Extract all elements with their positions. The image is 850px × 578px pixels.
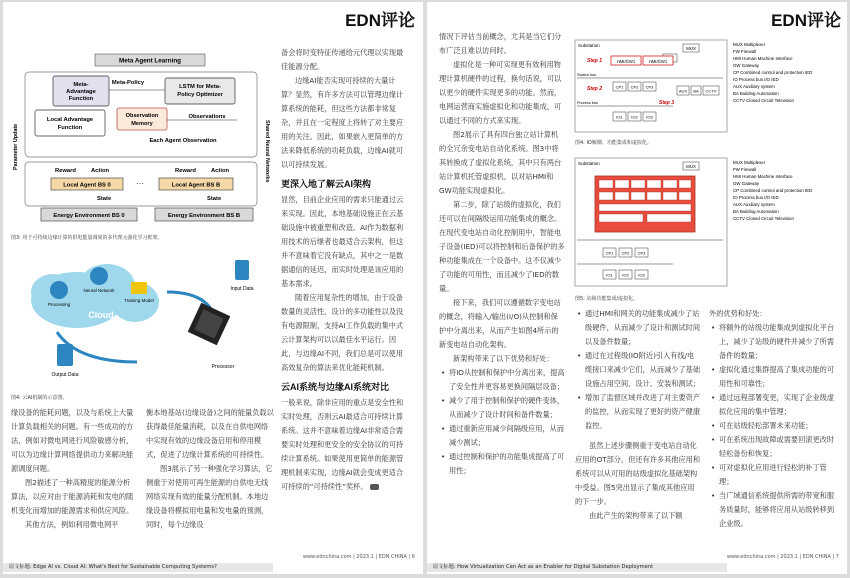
svg-text:State: State bbox=[97, 196, 112, 202]
paragraph: 衡本地基站(边缘设备)之间的能量负载以获得最佳能量消耗，以及在自供电网络中实现有效的边缘设备启用和停用模式，促进了边缘计算系统的可持续性。 bbox=[146, 408, 274, 459]
svg-text:AUX: AUX bbox=[678, 88, 688, 94]
legend-item: CCTV Closed Circuit Television bbox=[733, 98, 794, 103]
legend-item: CP Combined control and protection IED bbox=[733, 188, 813, 193]
svg-text:Reward: Reward bbox=[175, 168, 196, 174]
left-page-right-column bbox=[281, 46, 407, 540]
paragraph: 第二步，除了站级的虚拟化，我们还可以在间隔级运用功能集成的概念。在现代变电站自动化控制用中，智能电子设备(IED)可以将控制和后备保护的多种功能集成在一个设备中。这不仅减少了功能的可用性，而且减少了IED的数量。 bbox=[439, 200, 565, 293]
source-title-bar bbox=[427, 563, 727, 572]
input-data-label: Input Data bbox=[230, 286, 254, 292]
fig3-caption: 图3: 用于可持续边缘计算的供电能量调度的多代理元强化学习框架。 bbox=[11, 235, 163, 241]
svg-text:Memory: Memory bbox=[131, 121, 153, 127]
list-item: • 通过远程部署变更，实现了企业级虚拟化应用的集中管理； bbox=[709, 391, 839, 419]
paragraph: 一般来说，除非应用的重点是安全性和实时处理，否则云AI最适合可持续计算系统。这并不意味着边缘AI非常适合需要实时处理和更安全的安全协议的可持续计算系统。如果使用更简单的能源管理机制来实现，边缘AI就会变成更适合可持续的“可持续性”奖杯。 bbox=[281, 398, 404, 491]
section-heading-compare: 云AI系统与边缘AI系统对比 bbox=[281, 382, 390, 392]
right-col-1 bbox=[439, 30, 565, 542]
svg-text:MUX: MUX bbox=[686, 164, 696, 169]
list-item: • 当广域通信系统提供所需的带宽和服务质量时，能够将应用从站级转移到企业级。 bbox=[709, 489, 839, 531]
list-item: • 可在站级轻松部署未来功能； bbox=[709, 419, 839, 433]
svg-text:Action: Action bbox=[91, 168, 110, 174]
right-col-2 bbox=[575, 307, 701, 542]
svg-text:CP2: CP2 bbox=[621, 250, 630, 256]
svg-text:IO3: IO3 bbox=[638, 272, 645, 278]
list-item: • 可在系统出现故障或需要回滚更改时轻松备份和恢复； bbox=[709, 433, 839, 461]
paragraph: 由此产生的架构带来了以下额 bbox=[589, 511, 683, 520]
fig4-caption: 图4: IO解耦、功能集成和虚拟化。 bbox=[575, 140, 652, 146]
left-bottom-col-2 bbox=[146, 406, 274, 542]
source-title: 原文标题: Edge AI vs. Cloud AI: What's Best for Sustainable Computing Systems? bbox=[9, 564, 217, 570]
left-page bbox=[3, 2, 423, 574]
paragraph: 新架构带来了以下优势和好处： bbox=[453, 354, 554, 363]
paragraph: 情况下评估当前概念，尤其是当它们分布广泛且难以访问时。 bbox=[439, 32, 562, 55]
legend-item: CCTV Closed Circuit Television bbox=[733, 216, 794, 221]
legend-item: CP Combined control and protection IED bbox=[733, 70, 813, 75]
svg-text:CCTV: CCTV bbox=[705, 88, 717, 94]
station-virtualization-diagram bbox=[573, 156, 841, 290]
io-decoupling-diagram bbox=[573, 38, 841, 134]
agent0-label: Local Agent BS 0 bbox=[63, 182, 111, 189]
legend-item: AUX Auxiliary system bbox=[733, 84, 775, 89]
meta-rl-diagram bbox=[7, 50, 275, 228]
agentB-label: Local Agent BS B bbox=[171, 182, 221, 189]
svg-text:Local Advantage: Local Advantage bbox=[46, 117, 94, 123]
legend-item: BA Building Automation bbox=[733, 91, 779, 96]
paragraph: 备会将时变特征传递给元代理以实现最佳能源分配。 bbox=[281, 48, 404, 71]
source-title: 原文标题: How Virtualization Can Act as an Enabler for Digital Substation Deployment bbox=[433, 564, 654, 570]
processing-label: Processing bbox=[47, 302, 71, 307]
svg-text:IO2: IO2 bbox=[622, 272, 629, 278]
svg-text:CP3: CP3 bbox=[637, 250, 646, 256]
legend-item: HMI Human Machine Interface bbox=[733, 174, 793, 179]
svg-text:Meta-: Meta- bbox=[73, 82, 89, 88]
additional-advantages-list bbox=[709, 321, 839, 531]
svg-text:Function: Function bbox=[68, 96, 94, 102]
list-item: • 将额外的站级功能集成到虚拟化平台上，减少了站级的硬件并减少了所需备件的数量； bbox=[709, 321, 839, 363]
svg-text:IO3: IO3 bbox=[646, 114, 653, 120]
svg-text:LSTM for Meta-: LSTM for Meta- bbox=[179, 84, 221, 90]
right-page bbox=[427, 2, 847, 574]
svg-text:CP3: CP3 bbox=[645, 84, 654, 90]
substation-label: Substation bbox=[578, 161, 600, 166]
step1-label: Step 1 bbox=[587, 58, 603, 64]
list-item: • 虚拟化通过集群提高了集成功能的可用性和可靠性； bbox=[709, 363, 839, 391]
paragraph: 其他方法，例如利用微电网平 bbox=[25, 520, 119, 529]
legend-item: GW Gateway bbox=[733, 63, 760, 68]
list-item: • 通过HMI和网关的功能集成减少了站级硬件，从而减少了设计和测试时间以及备件数量； bbox=[575, 307, 701, 349]
legend-item: AUX Auxiliary system bbox=[733, 202, 775, 207]
svg-text:Action: Action bbox=[211, 168, 230, 174]
paragraph: 虽然上述步骤侧重于变电站自动化应用的OT部分，但还有许多其他应用和系统可以从可用的站级虚拟化基础架构中受益。图5突出显示了集成其他应用的下一步。 bbox=[575, 441, 701, 506]
list-item: • 增加了监督区域并改进了对主要资产的监控，从而实现了更好的资产健康监控。 bbox=[575, 391, 701, 433]
svg-text:CP2: CP2 bbox=[630, 84, 639, 90]
cloud-ai-diagram bbox=[17, 252, 277, 388]
list-item: • 通过在过程级(IO附近)引入有线/电缆接口来减少它们，从而减少了基础设施占用空间、设计、安装和测试； bbox=[575, 349, 701, 391]
list-item: • 将IO从控制和保护中分离出来，提高了安全性并更容易更换间隔层设备； bbox=[439, 366, 565, 394]
left-bottom-col-1 bbox=[11, 406, 137, 542]
each-agent-observation-label: Each Agent Observation bbox=[149, 138, 217, 144]
paragraph: 图3展示了另一种强化学习算法，它侧重于对使用可再生能源的自供电无线网络实现有效的能量分配机制。本地边缘设备将模拟用电量和发电量的预测，同时，每个边缘设 bbox=[146, 464, 273, 529]
svg-text:Reward: Reward bbox=[55, 168, 76, 174]
svg-text:Function: Function bbox=[57, 125, 83, 131]
legend-item: IO Process bus I/O IED bbox=[733, 77, 779, 82]
legend-item: IO Process bus I/O IED bbox=[733, 195, 779, 200]
neural-network-label: Neural Network bbox=[83, 288, 115, 293]
training-model-label: Training Model bbox=[124, 298, 154, 303]
env0-label: Energy Environment BS 0 bbox=[53, 213, 125, 219]
svg-text:IO2: IO2 bbox=[631, 114, 638, 120]
legend-item: MUX Multiplexer bbox=[733, 160, 766, 165]
svg-text:MUX: MUX bbox=[686, 46, 696, 51]
dots: ··· bbox=[136, 179, 144, 188]
svg-text:Policy Optimizer: Policy Optimizer bbox=[177, 92, 223, 98]
station-bus-label: Station bus bbox=[577, 73, 596, 77]
substation-label: Substation bbox=[578, 43, 600, 48]
list-item: • 通过重新应用减少间隔级应用，从而减少测试； bbox=[439, 422, 565, 450]
paragraph: 图2展示了具有四台独立站计算机的全冗余变电站自动化系统。图3中将其转换成了虚拟化系统，其中只有两台站计算机托管虚拟机，以对站HMI和GW功能实现虚拟化。 bbox=[439, 130, 562, 195]
brand-logo: EDN评论 bbox=[345, 11, 415, 30]
legend-item: BA Building Automation bbox=[733, 209, 779, 214]
paragraph: 图2描述了一种高精度的能源分析算法，以应对由于能源消耗和发电的随机变化而增加的能源需求和供应风险。 bbox=[11, 478, 134, 515]
source-title-bar bbox=[3, 563, 273, 572]
paragraph: 边缘AI能否实现可持续的大量计算？显然，有许多方法可以管理边缘计算系统的能耗，但这些方法都非常复杂，并且在一定程度上将转了对主要应用的关注。因此，如果嵌入更简单的方法来降低系统的功耗负载，边缘AI就可以可持续发展。 bbox=[281, 76, 404, 169]
fig5-caption: 图5: 站级功能集成/虚拟化。 bbox=[575, 296, 639, 302]
paragraph: 接下来，我们可以遵循数字变电站的概念，将输入/输出(I/O)从控制和保护中分离出来，从而产生如图4所示的新变电站自动化架构。 bbox=[439, 298, 561, 349]
fig4-caption: 图4: 云AI机制的示意图。 bbox=[11, 395, 68, 401]
advantages-list-2 bbox=[575, 307, 701, 433]
page-footer: www.ednchina.com | 2023.1 | EDN CHINA | 6 bbox=[302, 554, 415, 560]
svg-text:HMI/GW1: HMI/GW1 bbox=[648, 59, 668, 64]
advantages-list bbox=[439, 366, 565, 478]
cloud-label: Cloud bbox=[88, 310, 114, 320]
svg-text:CP1: CP1 bbox=[615, 84, 624, 90]
processor-label: Processor bbox=[211, 364, 235, 370]
paragraph: 外的优势和好处： bbox=[709, 309, 767, 318]
paragraph: 缘设备的能耗问题，以及与系统上大量计算负载相关的问题。有一些成功的方法，例如对微电网进行风险敏感分析，可以为边缘计算网络提供动力来解决能源调度问题。 bbox=[11, 408, 134, 473]
paragraph: 虚拟化是一种可实现更有效利用物理计算机硬件的过程，换句话说，可以以更少的硬件实现更多的功能。然而，电网运营商实施虚拟化和功能集成，可以通过不同的方式来实现。 bbox=[439, 60, 562, 125]
section-heading-cloud: 更深入地了解云AI架构 bbox=[281, 179, 372, 189]
svg-text:IO1: IO1 bbox=[606, 272, 613, 278]
step2-label: Step 2 bbox=[587, 86, 603, 92]
list-item: • 减少了用于控制和保护的硬件变体，从而减少了设计时间和备件数量； bbox=[439, 394, 565, 422]
svg-text:Observation: Observation bbox=[125, 113, 159, 119]
legend-item: FW Firewall bbox=[733, 49, 757, 54]
end-mark-icon bbox=[370, 484, 379, 490]
parameter-update-label: Parameter Update bbox=[13, 123, 19, 170]
observations-label: Observations bbox=[188, 114, 226, 120]
svg-text:BA: BA bbox=[693, 88, 699, 94]
output-data-label: Output Data bbox=[51, 372, 79, 378]
paragraph: 随着应用复杂性的增加，由于设备数量的灵活性、设计的多功能性以及没有电源限制，支持AI工作负载的集中式云计算架构可以以最佳水平运行。因此，与边缘AI不同，我们总是可以使用高效复杂的算法来优化能耗机制。 bbox=[281, 293, 404, 372]
process-bus-label: Process bus bbox=[577, 101, 598, 105]
envB-label: Energy Environment BS B bbox=[167, 213, 241, 219]
svg-text:State: State bbox=[207, 196, 222, 202]
right-col-3 bbox=[709, 307, 839, 542]
step3-label: Step 3 bbox=[659, 100, 675, 106]
svg-text:HMI/GW1: HMI/GW1 bbox=[616, 59, 636, 64]
legend-item: HMI Human Machine Interface bbox=[733, 56, 793, 61]
page-footer: www.ednchina.com | 2023.1 | EDN CHINA | 7 bbox=[726, 554, 839, 560]
paragraph: 显然，目前企业应用的需求只能通过云来实现。因此，本地基础设施正在云基础设施中被重塑和改造。AI作为数据利用技术的后继者也最适合云架构，但这并不意味着它没有缺点，其中之一是数据通信的延迟，而实时处理是该应用的基本需求。 bbox=[281, 195, 404, 288]
legend-item: FW Firewall bbox=[733, 167, 757, 172]
shared-nets-label: Shared Neural Networks bbox=[264, 120, 270, 183]
meta-policy-label: Meta-Policy bbox=[111, 80, 145, 86]
legend-item: GW Gateway bbox=[733, 181, 760, 186]
legend-item: MUX Multiplexer bbox=[733, 42, 766, 47]
svg-text:IO1: IO1 bbox=[616, 114, 623, 120]
meta-agent-learning-label: Meta Agent Learning bbox=[118, 57, 182, 65]
list-item: • 可对虚拟化应用进行轻松的补丁管理； bbox=[709, 461, 839, 489]
svg-text:Advantage: Advantage bbox=[66, 89, 96, 95]
list-item: • 通过控制和保护的功能集成提高了可用性； bbox=[439, 450, 565, 478]
brand-logo: EDN评论 bbox=[771, 11, 841, 30]
svg-text:CP1: CP1 bbox=[605, 250, 614, 256]
